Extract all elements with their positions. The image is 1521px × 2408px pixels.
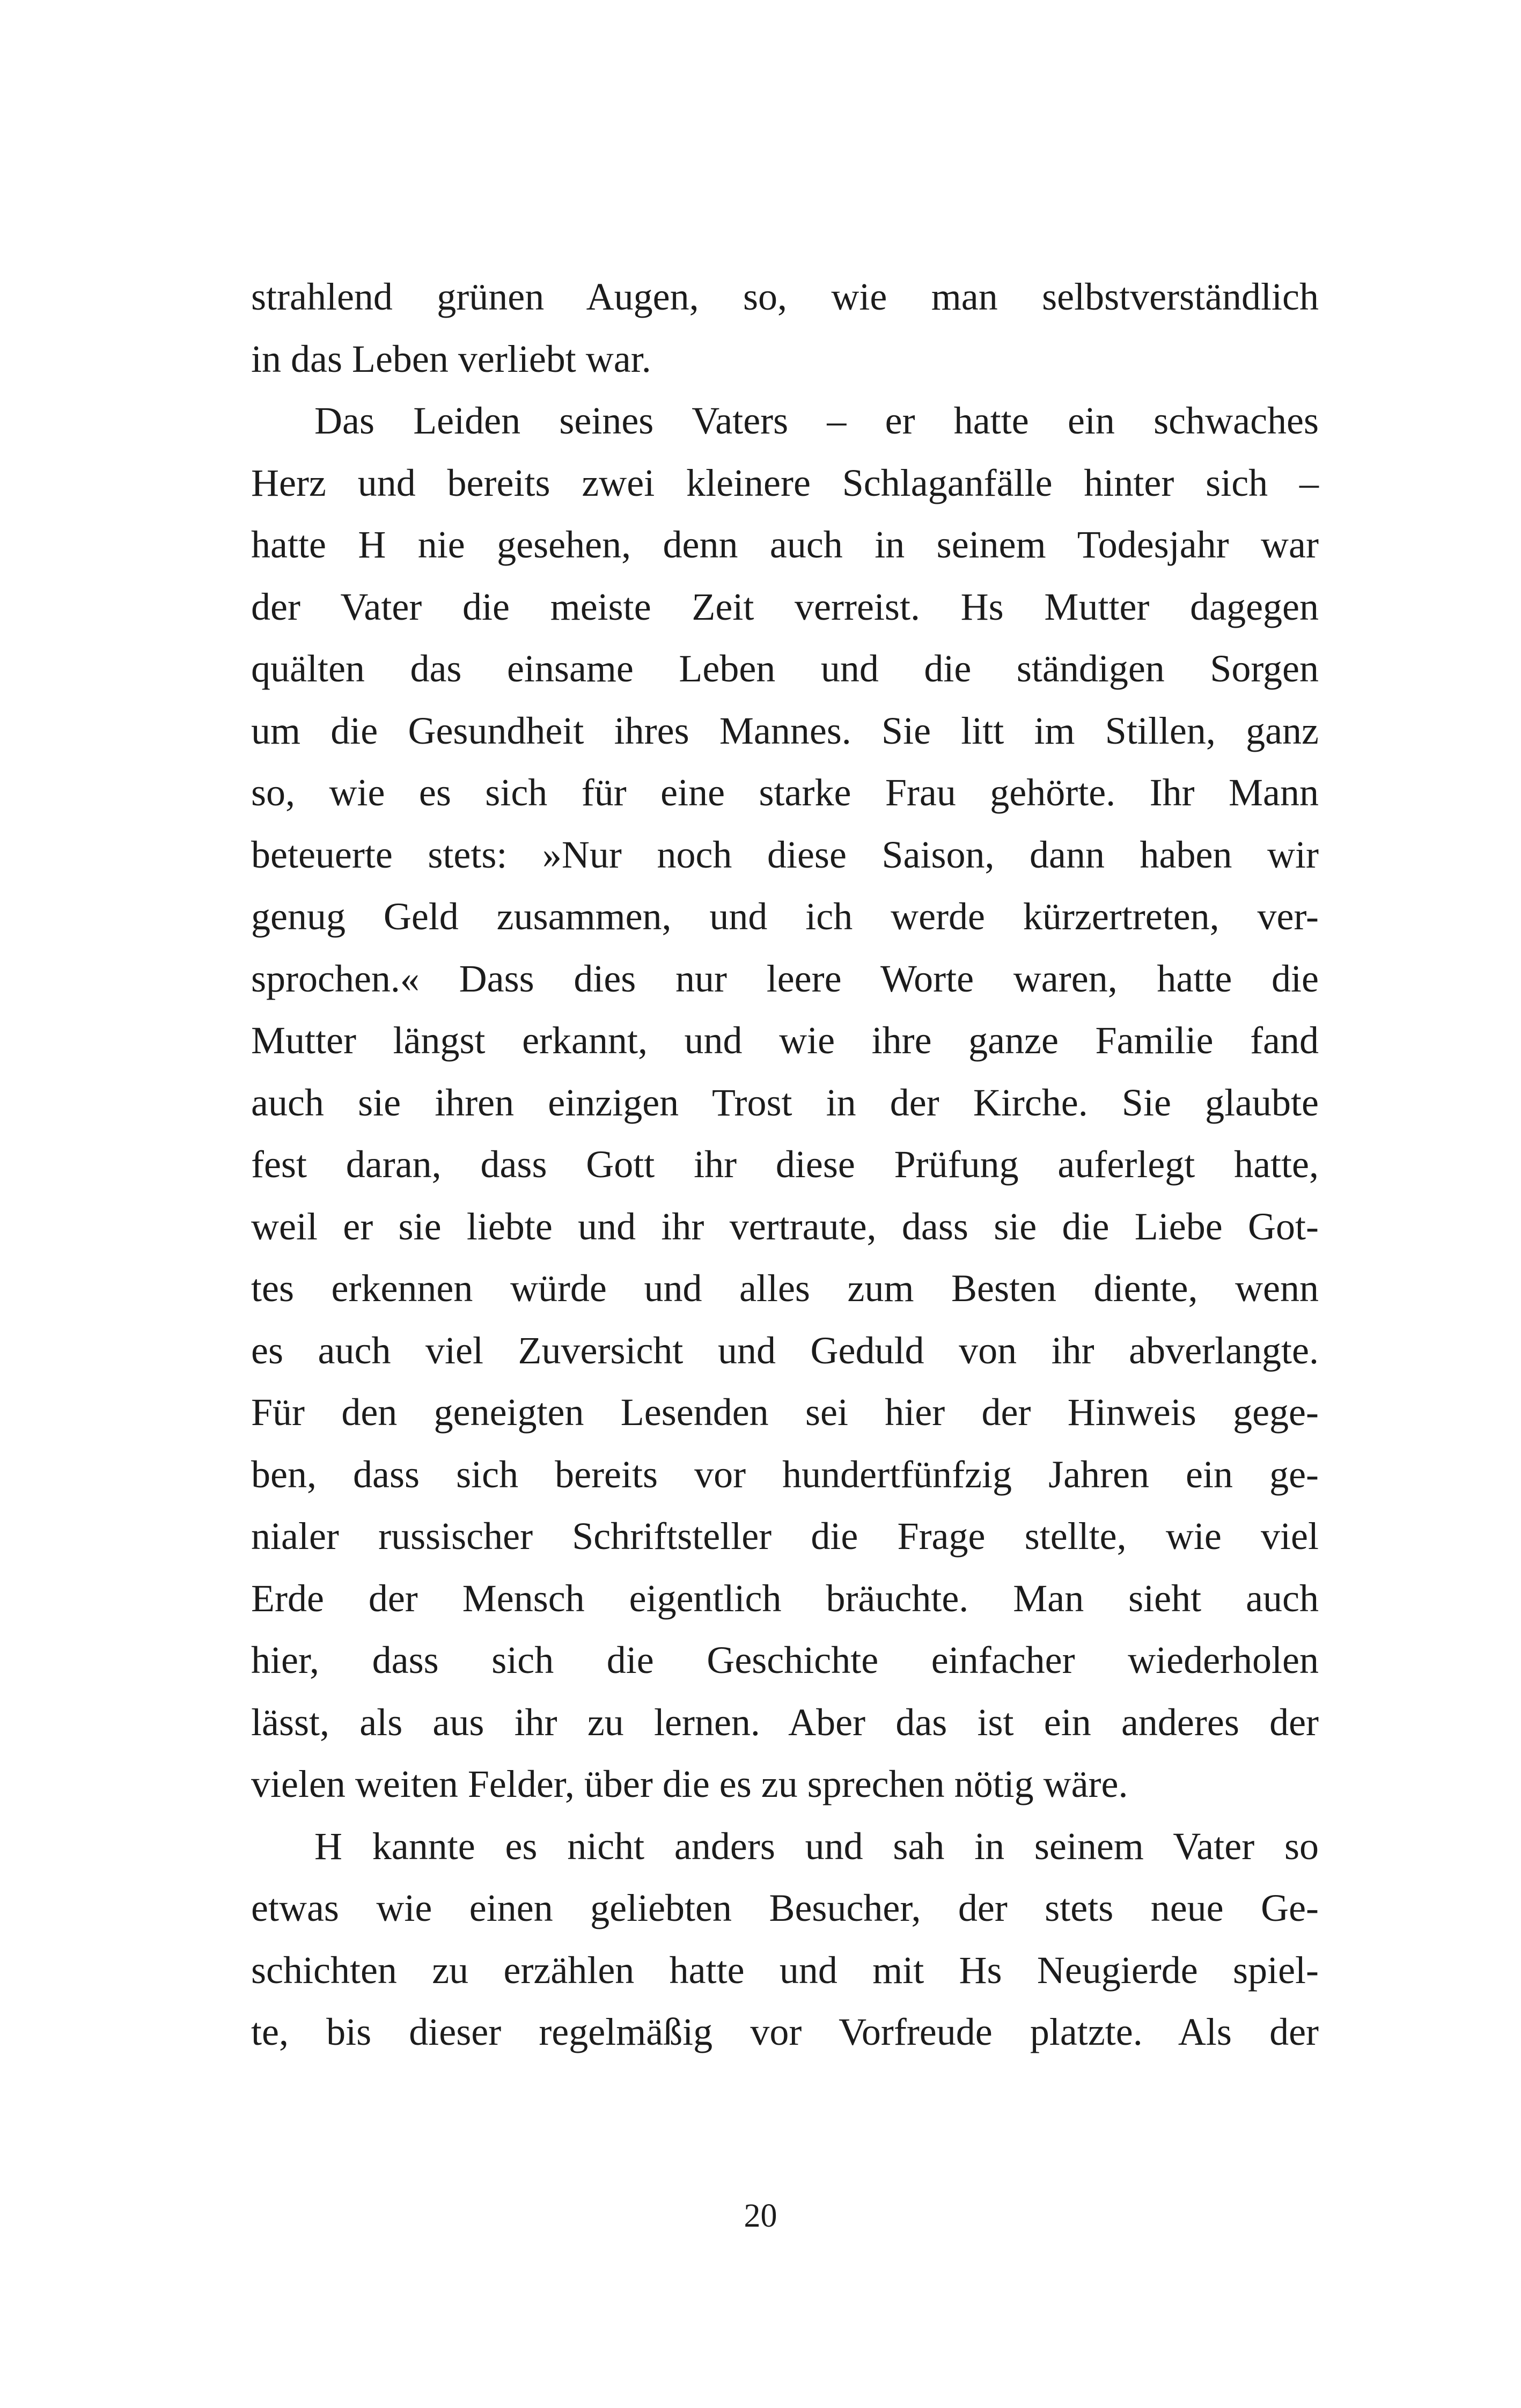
text-line: H kannte es nicht anders und sah in seinem Vater so [314, 1824, 1319, 1868]
text-line: sprochen.« Dass dies nur leere Worte waren, hatte die [251, 957, 1319, 1000]
text-line: auch sie ihren einzigen Trost in der Kirche. Sie glaubte [251, 1081, 1319, 1124]
text-line: um die Gesundheit ihres Mannes. Sie litt im Stillen, ganz [251, 709, 1319, 752]
text-line: nialer russischer Schriftsteller die Frage stellte, wie viel [251, 1515, 1319, 1558]
text-line: Das Leiden seines Vaters – er hatte ein schwaches [314, 399, 1319, 442]
body-text [251, 266, 1319, 2064]
text-line: fest daran, dass Gott ihr diese Prüfung auferlegt hatte, [251, 1143, 1319, 1186]
text-line: ben, dass sich bereits vor hundertfünfzig Jahren ein ge- [251, 1452, 1319, 1496]
text-line: Mutter längst erkannt, und wie ihre ganze Familie fand [251, 1019, 1319, 1062]
text-line: so, wie es sich für eine starke Frau gehörte. Ihr Mann [251, 771, 1319, 814]
text-line: beteuerte stets: »Nur noch diese Saison, dann haben wir [251, 833, 1319, 876]
text-line: etwas wie einen geliebten Besucher, der stets neue Ge- [251, 1886, 1319, 1929]
text-line: in das Leben verliebt war. [251, 337, 651, 380]
text-line: hier, dass sich die Geschichte einfacher wiederholen [251, 1639, 1319, 1682]
text-line: Herz und bereits zwei kleinere Schlaganfälle hinter sich – [251, 461, 1319, 504]
text-line: quälten das einsame Leben und die ständigen Sorgen [251, 647, 1319, 690]
text-line: tes erkennen würde und alles zum Besten diente, wenn [251, 1267, 1319, 1310]
text-line: Für den geneigten Lesenden sei hier der Hinweis gege- [251, 1391, 1319, 1434]
text-line: es auch viel Zuversicht und Geduld von ihr abverlangte. [251, 1328, 1319, 1372]
text-line: te, bis dieser regelmäßig vor Vorfreude platzte. Als der [251, 2010, 1319, 2053]
text-line: vielen weiten Felder, über die es zu sprechen nötig wäre. [251, 1763, 1128, 1805]
text-line: strahlend grünen Augen, so, wie man selbstverständlich [251, 275, 1319, 318]
text-line: der Vater die meiste Zeit verreist. Hs Mutter dagegen [251, 585, 1319, 628]
text-line: weil er sie liebte und ihr vertraute, dass sie die Liebe Got- [251, 1205, 1319, 1248]
text-line: hatte H nie gesehen, denn auch in seinem Todesjahr war [251, 523, 1319, 566]
text-line: genug Geld zusammen, und ich werde kürzertreten, ver- [251, 895, 1319, 938]
text-line: lässt, als aus ihr zu lernen. Aber das ist ein anderes der [251, 1700, 1319, 1744]
page-number: 20 [744, 2198, 777, 2234]
text-line: schichten zu erzählen hatte und mit Hs Neugierde spiel- [251, 1948, 1319, 1992]
text-line: Erde der Mensch eigentlich bräuchte. Man sieht auch [251, 1576, 1319, 1620]
